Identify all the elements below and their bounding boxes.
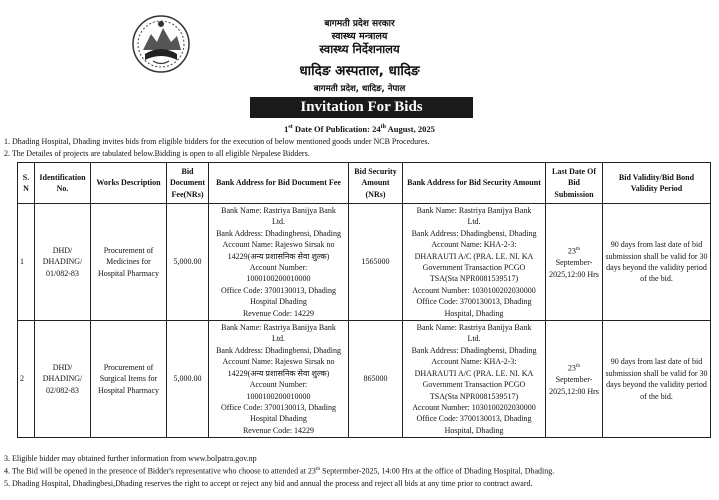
note-3: 3. Eligible bidder may obtained further information from www.bolpatra.gov.np <box>4 454 257 463</box>
cell-sn: 2 <box>18 321 35 438</box>
cell-security: 1565000 <box>349 204 403 321</box>
note-4: 4. The Bid will be opened in the presence of Bidder's representative who choose to attended at 23th Septermber-2025, 14:00 Hrs at the office of Dhading Hospital, Dhading. <box>4 466 555 476</box>
table-header-row <box>18 163 711 204</box>
cell-last-date: 23th September-2025,12:00 Hrs <box>546 204 603 321</box>
address-heading: बागमती प्रदेश, धादिङ, नेपाल <box>313 84 406 94</box>
publication-date: 1st Date Of Publication: 24th August, 2025 <box>284 124 435 134</box>
table-row <box>18 204 711 321</box>
col-header-id: Identification No. <box>35 163 91 204</box>
ministry-heading: स्वास्थ्य मन्त्रालय <box>331 31 388 42</box>
cell-fee: 5,000.00 <box>167 204 209 321</box>
directorate-heading: स्वास्थ्य निर्देशनालय <box>319 42 400 56</box>
col-header-security: Bid Security Amount (NRs) <box>349 163 403 204</box>
col-header-bank-fee: Bank Address for Bid Document Fee <box>209 163 349 204</box>
cell-bank-fee: Bank Name: Rastriya Banijya Bank Ltd. Bank Address: Dhadingbensi, Dhading Account Name: Rajeswo Sirsak no 14229(अन्य प्रशासनिक सेवा शुल्क) Account Number: 1000100200010000 Office Code: 3700130013, Dhading Hospital Dhading Revenue Code: 14229 <box>209 321 349 438</box>
col-header-bank-security: Bank Address for Bid Security Amount <box>403 163 546 204</box>
table-row <box>18 321 711 438</box>
note-5: 5. Dhading Hospital, Dhadingbesi,Dhading reserves the right to accept or reject any bid and annual the process and reject all bids at any time prior to contract award. <box>4 479 533 488</box>
cell-bank-security: Bank Name: Rastriya Banijya Bank Ltd. Bank Address: Dhadingbensi, Dhading Account Name: KHA-2-3: DHARAUTI A/C (PRA. LE. NI. KA Government Transaction PCGO TSA(Sta NPR0081539517) Account Number: 1030100202030000 Office Code: 3700130013, Dhading Hospital, Dhading <box>403 204 546 321</box>
col-header-fee: Bid Document Fee(NRs) <box>167 163 209 204</box>
cell-fee: 5,000.00 <box>167 321 209 438</box>
col-header-works: Works Description <box>91 163 167 204</box>
col-header-sn: S. N <box>18 163 35 204</box>
cell-bank-security: Bank Name: Rastriya Banijya Bank Ltd. Bank Address: Dhadingbensi, Dhading Account Name: KHA-2-3: DHARAUTI A/C (PRA. LE. NI. KA Government Transaction PCGO TSA(Sta NPR0081539517) Account Number: 1030100202030000 Office Code: 3700130013, Dhading Hospital, Dhading <box>403 321 546 438</box>
cell-id: DHD/ DHADING/ 02/082-83 <box>35 321 91 438</box>
cell-works: Procurement of Surgical Items for Hospital Pharmacy <box>91 321 167 438</box>
col-header-validity: Bid Validity/Bid Bond Validity Period <box>603 163 711 204</box>
cell-validity: 90 days from last date of bid submission shall be valid for 30 days beyond the validity period of the bid. <box>603 321 711 438</box>
cell-security: 865000 <box>349 321 403 438</box>
col-header-last-date: Last Date Of Bid Submission <box>546 163 603 204</box>
cell-sn: 1 <box>18 204 35 321</box>
note-1: 1. Dhading Hospital, Dhading invites bids from eligible bidders for the execution of below mentioned goods under NCB Procedures. <box>4 137 430 146</box>
province-government-heading: बागमती प्रदेश सरकार <box>324 19 395 29</box>
cell-works: Procurement of Medicines for Hospital Pharmacy <box>91 204 167 321</box>
cell-bank-fee: Bank Name: Rastriya Banijya Bank Ltd. Bank Address: Dhadingbensi, Dhading Account Name: Rajeswo Sirsak no 14229(अन्य प्रशासनिक सेवा शुल्क) Account Number: 1000100200010000 Office Code: 3700130013, Dhading Hospital Dhading Revenue Code: 14229 <box>209 204 349 321</box>
cell-id: DHD/ DHADING/ 01/082-83 <box>35 204 91 321</box>
bid-details-table <box>17 162 711 438</box>
cell-validity: 90 days from last date of bid submission shall be valid for 30 days beyond the validity period of the bid. <box>603 204 711 321</box>
cell-last-date: 23th September-2025,12:00 Hrs <box>546 321 603 438</box>
page-title: Invitation For Bids <box>250 97 473 118</box>
hospital-heading: धादिङ अस्पताल, धादिङ <box>299 63 420 79</box>
note-2: 2. The Detailes of projects are tabulated below.Bidding is open to all eligible Nepalese Bidders. <box>4 149 310 158</box>
